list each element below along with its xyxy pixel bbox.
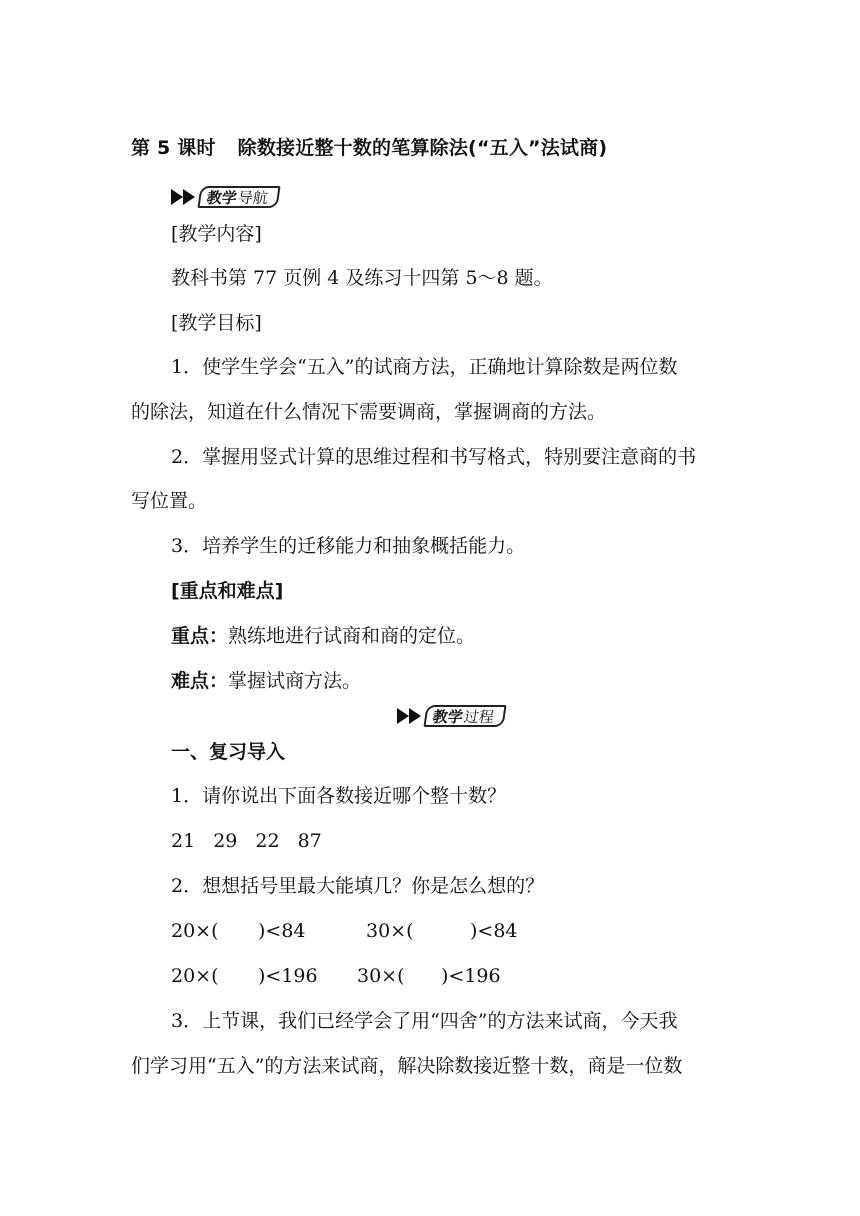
badge-label: 教学 过程 bbox=[423, 705, 506, 727]
expr-30-196-left: 30×( bbox=[357, 965, 405, 987]
number-item: 21 bbox=[171, 830, 196, 852]
key-label: 重点： bbox=[171, 625, 229, 647]
key-point-line bbox=[171, 624, 475, 648]
question-3-line-1: 3．上节课，我们已经学会了用“四舍”的方法来试商，今天我 bbox=[171, 1010, 678, 1032]
number-item: 87 bbox=[297, 830, 322, 852]
teaching-guide-badge bbox=[171, 186, 279, 208]
goal-1-line-1: 1．使学生学会“五入”的试商方法，正确地计算除数是两位数 bbox=[171, 356, 678, 378]
goal-1-line-2: 的除法，知道在什么情况下需要调商，掌握调商的方法。 bbox=[131, 401, 607, 423]
difficulty-line bbox=[171, 669, 361, 693]
lesson-number: 第 5 课时 bbox=[131, 137, 216, 159]
lesson-topic: 除数接近整十数的笔算除法(“五入”法试商) bbox=[237, 137, 608, 159]
goal-2-line-2: 写位置。 bbox=[131, 490, 208, 512]
double-arrow-icon bbox=[397, 708, 423, 724]
number-item: 29 bbox=[213, 830, 238, 852]
expr-20-196-right: )<196 bbox=[258, 965, 318, 987]
goal-2-line-1: 2．掌握用竖式计算的思维过程和书写格式，特别要注意商的书 bbox=[171, 446, 697, 468]
teaching-process-badge bbox=[397, 705, 505, 727]
heading-key-points: [重点和难点] bbox=[171, 580, 284, 602]
expr-30-84-right: )<84 bbox=[470, 920, 518, 942]
expr-20-84-right: )<84 bbox=[258, 920, 306, 942]
content-text: 教科书第 77 页例 4 及练习十四第 5～8 题。 bbox=[171, 267, 553, 289]
goal-3: 3．培养学生的迁移能力和抽象概括能力。 bbox=[171, 535, 526, 557]
heading-teaching-goals: [教学目标] bbox=[171, 312, 262, 334]
key-text: 熟练地进行试商和商的定位。 bbox=[228, 625, 476, 647]
lesson-title bbox=[131, 133, 607, 160]
number-item: 22 bbox=[255, 830, 280, 852]
heading-teaching-content: [教学内容] bbox=[171, 223, 262, 245]
expr-30-84-left: 30×( bbox=[366, 920, 414, 942]
heading-review: 一、复习导入 bbox=[171, 741, 286, 763]
question-1: 1．请你说出下面各数接近哪个整十数？ bbox=[171, 785, 507, 807]
expr-20-84-left: 20×( bbox=[171, 920, 219, 942]
badge-label: 教学 导航 bbox=[197, 186, 280, 208]
double-arrow-icon bbox=[171, 189, 197, 205]
question-1-numbers bbox=[171, 829, 322, 853]
expr-20-196-left: 20×( bbox=[171, 965, 219, 987]
difficulty-text: 掌握试商方法。 bbox=[228, 670, 362, 692]
expr-30-196-right: )<196 bbox=[441, 965, 501, 987]
difficulty-label: 难点： bbox=[171, 670, 229, 692]
question-2: 2．想想括号里最大能填几？你是怎么想的？ bbox=[171, 875, 545, 897]
question-3-line-2: 们学习用“五入”的方法来试商，解决除数接近整十数，商是一位数 bbox=[131, 1055, 683, 1077]
